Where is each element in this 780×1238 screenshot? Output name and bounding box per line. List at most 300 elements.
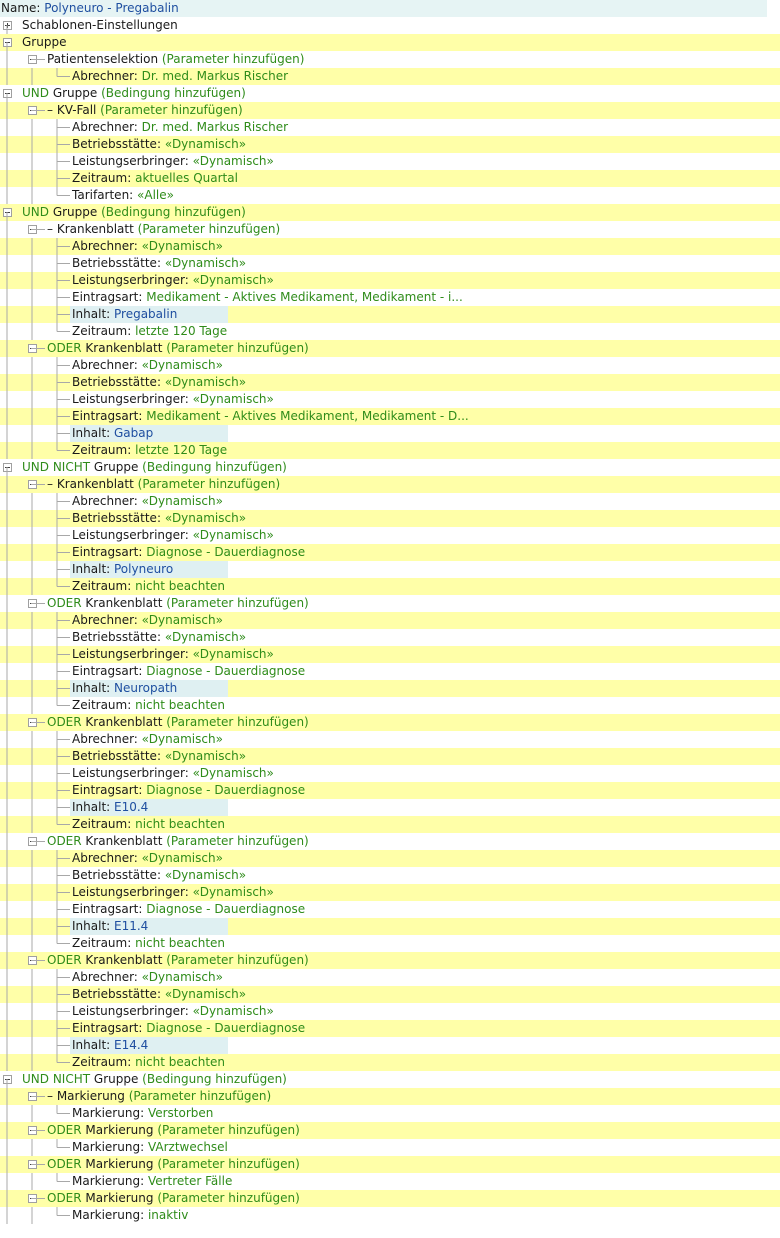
node-label [72, 884, 274, 901]
parameter-row[interactable] [0, 119, 780, 136]
node-text: Markierung: [72, 1174, 148, 1188]
node-label [72, 1054, 225, 1071]
tree-node-row[interactable] [0, 1088, 780, 1105]
tree-node-row[interactable] [0, 595, 780, 612]
parameter-row[interactable] [0, 1003, 780, 1020]
node-label [72, 255, 246, 272]
add-link[interactable]: (Parameter hinzufügen) [166, 596, 309, 610]
node-label [47, 221, 280, 238]
node-text: Betriebsstätte: [72, 256, 165, 270]
parameter-row[interactable] [0, 425, 780, 442]
node-text: Leistungserbringer: [72, 528, 193, 542]
node-label [72, 306, 177, 323]
value-text: «Dynamisch» [141, 851, 223, 865]
node-label [72, 646, 274, 663]
add-link[interactable]: (Parameter hinzufügen) [166, 715, 309, 729]
tree-node-row[interactable] [0, 34, 780, 51]
parameter-row[interactable] [0, 1207, 780, 1224]
node-label [72, 629, 246, 646]
node-text: – [47, 103, 57, 117]
operator-keyword: ODER [47, 1157, 86, 1171]
node-text: Betriebsstätte: [72, 868, 165, 882]
node-text: Leistungserbringer: [72, 647, 193, 661]
value-text: Medikament - Aktives Medikament, Medikament - D... [146, 409, 469, 423]
parameter-row[interactable] [0, 1173, 780, 1190]
add-link[interactable]: (Parameter hinzufügen) [166, 953, 309, 967]
parameter-row[interactable] [0, 680, 780, 697]
node-text: Abrechner: [72, 970, 142, 984]
node-label [72, 153, 274, 170]
node-text: Gruppe [52, 205, 102, 219]
node-label [72, 1207, 188, 1224]
value-text: «Alle» [137, 188, 174, 202]
node-text: Inhalt: [72, 426, 114, 440]
add-link[interactable]: (Parameter hinzufügen) [157, 1123, 300, 1137]
parameter-row[interactable] [0, 1020, 780, 1037]
node-text: Schablonen-Einstellungen [22, 18, 178, 32]
node-label [72, 187, 174, 204]
value-text: Diagnose - Dauerdiagnose [146, 902, 306, 916]
add-link[interactable]: (Parameter hinzufügen) [161, 52, 305, 66]
value-text: «Dynamisch» [141, 494, 223, 508]
value-text: Polyneuro [114, 562, 174, 576]
value-text: «Dynamisch» [141, 970, 223, 984]
node-text: Leistungserbringer: [72, 1004, 193, 1018]
node-label [72, 1037, 148, 1054]
operator-keyword: UND [22, 86, 53, 100]
node-label [72, 663, 305, 680]
node-text: Krankenblatt [56, 222, 138, 236]
node-text: Zeitraum: [72, 579, 136, 593]
value-text: «Dynamisch» [164, 511, 247, 525]
node-text: Leistungserbringer: [72, 154, 193, 168]
name-row[interactable] [0, 0, 767, 17]
node-label [72, 1139, 228, 1156]
node-text: Markierung: [72, 1106, 148, 1120]
node-text: Abrechner: [72, 239, 142, 253]
node-label [72, 1020, 305, 1037]
node-text: Markierung [85, 1157, 158, 1171]
value-text: Neuropath [114, 681, 178, 695]
node-label [72, 510, 246, 527]
node-text: Abrechner: [72, 494, 142, 508]
parameter-row[interactable] [0, 1037, 780, 1054]
add-link[interactable]: (Parameter hinzufügen) [137, 477, 281, 491]
parameter-row[interactable] [0, 782, 780, 799]
node-label [72, 799, 148, 816]
node-text: Betriebsstätte: [72, 987, 165, 1001]
operator-keyword: ODER [47, 1191, 86, 1205]
value-text: «Dynamisch» [192, 528, 274, 542]
parameter-row[interactable] [0, 918, 780, 935]
node-text: Betriebsstätte: [72, 137, 165, 151]
parameter-row[interactable] [0, 765, 780, 782]
parameter-row[interactable] [0, 255, 780, 272]
tree-node-row[interactable] [0, 459, 780, 476]
node-label [47, 340, 309, 357]
node-label [72, 374, 246, 391]
node-text: Eintragsart: [72, 290, 147, 304]
collapse-minus-icon[interactable] [28, 599, 37, 608]
value-text: nicht beachten [135, 579, 226, 593]
node-label [72, 561, 173, 578]
node-label [72, 697, 225, 714]
collapse-minus-icon[interactable] [28, 718, 37, 727]
value-text: «Dynamisch» [141, 732, 223, 746]
value-text: E14.4 [114, 1038, 149, 1052]
node-text: Zeitraum: [72, 324, 136, 338]
add-link[interactable]: (Parameter hinzufügen) [166, 341, 309, 355]
tree-node-row[interactable] [0, 102, 780, 119]
value-text: E10.4 [114, 800, 149, 814]
value-text: Medikament - Aktives Medikament, Medikament - i... [146, 290, 463, 304]
value-text: Gabap [114, 426, 154, 440]
node-text: Inhalt: [72, 1038, 114, 1052]
value-text: «Dynamisch» [164, 375, 247, 389]
parameter-row[interactable] [0, 697, 780, 714]
node-label [72, 1105, 213, 1122]
parameter-row[interactable] [0, 629, 780, 646]
node-label [72, 986, 246, 1003]
operator-keyword: ODER [47, 341, 86, 355]
parameter-row[interactable] [0, 187, 780, 204]
node-text: Markierung [85, 1123, 158, 1137]
value-text: «Dynamisch» [164, 137, 247, 151]
parameter-row[interactable] [0, 289, 780, 306]
node-text: Leistungserbringer: [72, 392, 193, 406]
add-link[interactable]: (Bedingung hinzufügen) [101, 205, 246, 219]
expand-plus-icon[interactable] [3, 21, 12, 30]
value-text: Verstorben [147, 1106, 214, 1120]
value-text: «Dynamisch» [192, 766, 274, 780]
node-text: Eintragsart: [72, 902, 147, 916]
value-text: nicht beachten [135, 817, 226, 831]
node-label [72, 272, 274, 289]
node-label [47, 833, 309, 850]
node-label [72, 969, 223, 986]
parameter-row[interactable] [0, 646, 780, 663]
node-label [72, 901, 305, 918]
node-label [47, 1190, 300, 1207]
tree-node-row[interactable] [0, 833, 780, 850]
tree-node-row[interactable] [0, 340, 780, 357]
tree-node-row[interactable] [0, 714, 780, 731]
parameter-row[interactable] [0, 136, 780, 153]
value-text: Diagnose - Dauerdiagnose [146, 664, 306, 678]
node-label [72, 68, 288, 85]
node-label [72, 527, 274, 544]
tree-node-row[interactable] [0, 1156, 780, 1173]
value-text: Diagnose - Dauerdiagnose [146, 545, 306, 559]
value-text: «Dynamisch» [164, 987, 247, 1001]
node-text: Tarifarten: [72, 188, 138, 202]
node-label [47, 714, 309, 731]
add-link[interactable]: (Bedingung hinzufügen) [142, 1072, 287, 1086]
node-label [72, 782, 305, 799]
parameter-row[interactable] [0, 884, 780, 901]
node-text: Inhalt: [72, 919, 114, 933]
value-text: Vertreter Fälle [147, 1174, 233, 1188]
parameter-row[interactable] [0, 510, 780, 527]
node-text: Krankenblatt [85, 596, 167, 610]
node-text: KV-Fall [56, 103, 101, 117]
tree-node-row[interactable] [0, 1071, 780, 1088]
value-text: Dr. med. Markus Rischer [141, 69, 289, 83]
node-label [47, 1156, 300, 1173]
value-text: «Dynamisch» [141, 358, 223, 372]
node-label [72, 1003, 274, 1020]
node-label [72, 119, 288, 136]
add-link[interactable]: (Parameter hinzufügen) [166, 834, 309, 848]
node-text: Eintragsart: [72, 664, 147, 678]
node-label [72, 170, 238, 187]
node-label [22, 459, 287, 476]
parameter-row[interactable] [0, 1105, 780, 1122]
node-text: Gruppe [93, 1072, 143, 1086]
parameter-row[interactable] [0, 272, 780, 289]
node-text: – [47, 1089, 57, 1103]
node-label [47, 595, 309, 612]
value-text: Pregabalin [114, 307, 178, 321]
node-text: Gruppe [52, 86, 102, 100]
parameter-row[interactable] [0, 969, 780, 986]
operator-keyword: ODER [47, 834, 86, 848]
parameter-row[interactable] [0, 935, 780, 952]
node-label [72, 935, 225, 952]
node-text: Krankenblatt [85, 834, 167, 848]
node-text: – [47, 222, 57, 236]
node-label [72, 136, 246, 153]
collapse-minus-icon[interactable] [28, 344, 37, 353]
tree-node-row[interactable] [0, 476, 780, 493]
parameter-row[interactable] [0, 391, 780, 408]
parameter-row[interactable] [0, 901, 780, 918]
parameter-row[interactable] [0, 170, 780, 187]
value-text: VArztwechsel [147, 1140, 228, 1154]
value-text: Diagnose - Dauerdiagnose [146, 783, 306, 797]
parameter-row[interactable] [0, 323, 780, 340]
node-label [72, 918, 148, 935]
node-label [47, 1088, 271, 1105]
collapse-minus-icon[interactable] [3, 463, 12, 472]
node-text: Krankenblatt [85, 341, 167, 355]
value-text: «Dynamisch» [192, 1004, 274, 1018]
tree-node-row[interactable] [0, 221, 780, 238]
collapse-minus-icon[interactable] [28, 956, 37, 965]
add-link[interactable]: (Bedingung hinzufügen) [101, 86, 246, 100]
operator-keyword: ODER [47, 953, 86, 967]
node-label [72, 357, 223, 374]
value-text: «Dynamisch» [164, 630, 247, 644]
collapse-minus-icon[interactable] [3, 38, 12, 47]
value-text: «Dynamisch» [164, 749, 247, 763]
node-label [72, 238, 223, 255]
parameter-row[interactable] [0, 357, 780, 374]
tree-node-row[interactable] [0, 1190, 780, 1207]
node-text: Gruppe [93, 460, 143, 474]
node-text: Betriebsstätte: [72, 375, 165, 389]
node-label [72, 867, 246, 884]
value-text: «Dynamisch» [192, 273, 274, 287]
node-text: Abrechner: [72, 613, 142, 627]
node-text: Zeitraum: [72, 443, 136, 457]
node-text: Inhalt: [72, 562, 114, 576]
tree-node-row[interactable] [0, 17, 780, 34]
node-label [47, 1122, 300, 1139]
parameter-row[interactable] [0, 374, 780, 391]
node-label [22, 204, 246, 221]
collapse-minus-icon[interactable] [28, 1160, 37, 1169]
node-label [72, 391, 274, 408]
collapse-minus-icon[interactable] [28, 1194, 37, 1203]
node-label [72, 612, 223, 629]
parameter-row[interactable] [0, 527, 780, 544]
node-label [47, 51, 304, 68]
collapse-minus-icon[interactable] [28, 837, 37, 846]
parameter-row[interactable] [0, 816, 780, 833]
add-link[interactable]: (Parameter hinzufügen) [157, 1191, 300, 1205]
collapse-minus-icon[interactable] [28, 55, 37, 64]
node-text: Eintragsart: [72, 409, 147, 423]
add-link[interactable]: (Parameter hinzufügen) [157, 1157, 300, 1171]
node-label [72, 442, 227, 459]
parameter-row[interactable] [0, 850, 780, 867]
parameter-row[interactable] [0, 748, 780, 765]
node-label [72, 493, 223, 510]
parameter-row[interactable] [0, 408, 780, 425]
node-label [72, 425, 153, 442]
node-text: Gruppe [22, 35, 67, 49]
parameter-row[interactable] [0, 867, 780, 884]
value-text: E11.4 [114, 919, 149, 933]
node-text: Markierung: [72, 1140, 148, 1154]
parameter-row[interactable] [0, 731, 780, 748]
tree-node-row[interactable] [0, 51, 780, 68]
add-link[interactable]: (Parameter hinzufügen) [137, 222, 281, 236]
node-label [72, 816, 225, 833]
parameter-row[interactable] [0, 799, 780, 816]
node-text: Krankenblatt [56, 477, 138, 491]
node-text: Markierung: [72, 1208, 148, 1222]
node-text: Inhalt: [72, 800, 114, 814]
node-label [72, 850, 223, 867]
node-text: Eintragsart: [72, 783, 147, 797]
node-text: Zeitraum: [72, 171, 136, 185]
collapse-minus-icon[interactable] [28, 225, 37, 234]
add-link[interactable]: (Parameter hinzufügen) [128, 1089, 272, 1103]
node-text: Betriebsstätte: [72, 749, 165, 763]
collapse-minus-icon[interactable] [28, 1092, 37, 1101]
node-label [22, 1071, 287, 1088]
parameter-row[interactable] [0, 238, 780, 255]
node-text: Markierung [85, 1191, 158, 1205]
value-text: aktuelles Quartal [135, 171, 238, 185]
value-text: «Dynamisch» [164, 868, 247, 882]
value-text: «Dynamisch» [192, 154, 274, 168]
value-text: letzte 120 Tage [135, 443, 228, 457]
node-text: Inhalt: [72, 681, 114, 695]
operator-keyword: UND NICHT [22, 460, 94, 474]
node-text: Leistungserbringer: [72, 885, 193, 899]
node-text: Krankenblatt [85, 953, 167, 967]
node-text: Zeitraum: [72, 936, 136, 950]
parameter-row[interactable] [0, 578, 780, 595]
parameter-row[interactable] [0, 612, 780, 629]
value-text: nicht beachten [135, 698, 226, 712]
value-text: nicht beachten [135, 1055, 226, 1069]
collapse-minus-icon[interactable] [3, 208, 12, 217]
tree-node-row[interactable] [0, 85, 780, 102]
collapse-minus-icon[interactable] [3, 89, 12, 98]
node-label [22, 17, 178, 34]
node-label [47, 952, 309, 969]
node-label [72, 323, 227, 340]
parameter-row[interactable] [0, 986, 780, 1003]
value-text: Diagnose - Dauerdiagnose [146, 1021, 306, 1035]
tree-node-row[interactable] [0, 952, 780, 969]
node-label [47, 102, 243, 119]
parameter-row[interactable] [0, 663, 780, 680]
add-link[interactable]: (Parameter hinzufügen) [100, 103, 243, 117]
tree-node-row[interactable] [0, 1122, 780, 1139]
value-text: «Dynamisch» [141, 239, 223, 253]
node-text: Abrechner: [72, 358, 142, 372]
parameter-row[interactable] [0, 442, 780, 459]
value-text: nicht beachten [135, 936, 226, 950]
name-label: Name: [1, 1, 41, 15]
collapse-minus-icon[interactable] [3, 1075, 12, 1084]
add-link[interactable]: (Bedingung hinzufügen) [142, 460, 287, 474]
collapse-minus-icon[interactable] [28, 1126, 37, 1135]
node-text: Abrechner: [72, 69, 142, 83]
node-text: Inhalt: [72, 307, 114, 321]
operator-keyword: ODER [47, 1123, 86, 1137]
parameter-row[interactable] [0, 306, 780, 323]
node-label [72, 680, 177, 697]
node-text: Abrechner: [72, 120, 142, 134]
node-text: Betriebsstätte: [72, 630, 165, 644]
node-text: Leistungserbringer: [72, 766, 193, 780]
parameter-row[interactable] [0, 493, 780, 510]
parameter-row[interactable] [0, 544, 780, 561]
parameter-row[interactable] [0, 1139, 780, 1156]
collapse-minus-icon[interactable] [28, 480, 37, 489]
node-label [72, 765, 274, 782]
tree-node-row[interactable] [0, 204, 780, 221]
node-text: Abrechner: [72, 732, 142, 746]
parameter-row[interactable] [0, 1054, 780, 1071]
node-text: Abrechner: [72, 851, 142, 865]
node-label [72, 578, 225, 595]
node-label [72, 748, 246, 765]
node-text: Zeitraum: [72, 1055, 136, 1069]
node-label [72, 408, 469, 425]
parameter-row[interactable] [0, 153, 780, 170]
value-text: Dr. med. Markus Rischer [141, 120, 289, 134]
parameter-row[interactable] [0, 561, 780, 578]
value-text: «Dynamisch» [164, 256, 247, 270]
name-value[interactable]: Polyneuro - Pregabalin [44, 1, 179, 15]
node-text: Zeitraum: [72, 817, 136, 831]
parameter-row[interactable] [0, 68, 780, 85]
node-text: – [47, 477, 57, 491]
collapse-minus-icon[interactable] [28, 106, 37, 115]
node-text: Betriebsstätte: [72, 511, 165, 525]
node-text: Leistungserbringer: [72, 273, 193, 287]
value-text: inaktiv [147, 1208, 189, 1222]
value-text: «Dynamisch» [192, 392, 274, 406]
node-text: Eintragsart: [72, 545, 147, 559]
